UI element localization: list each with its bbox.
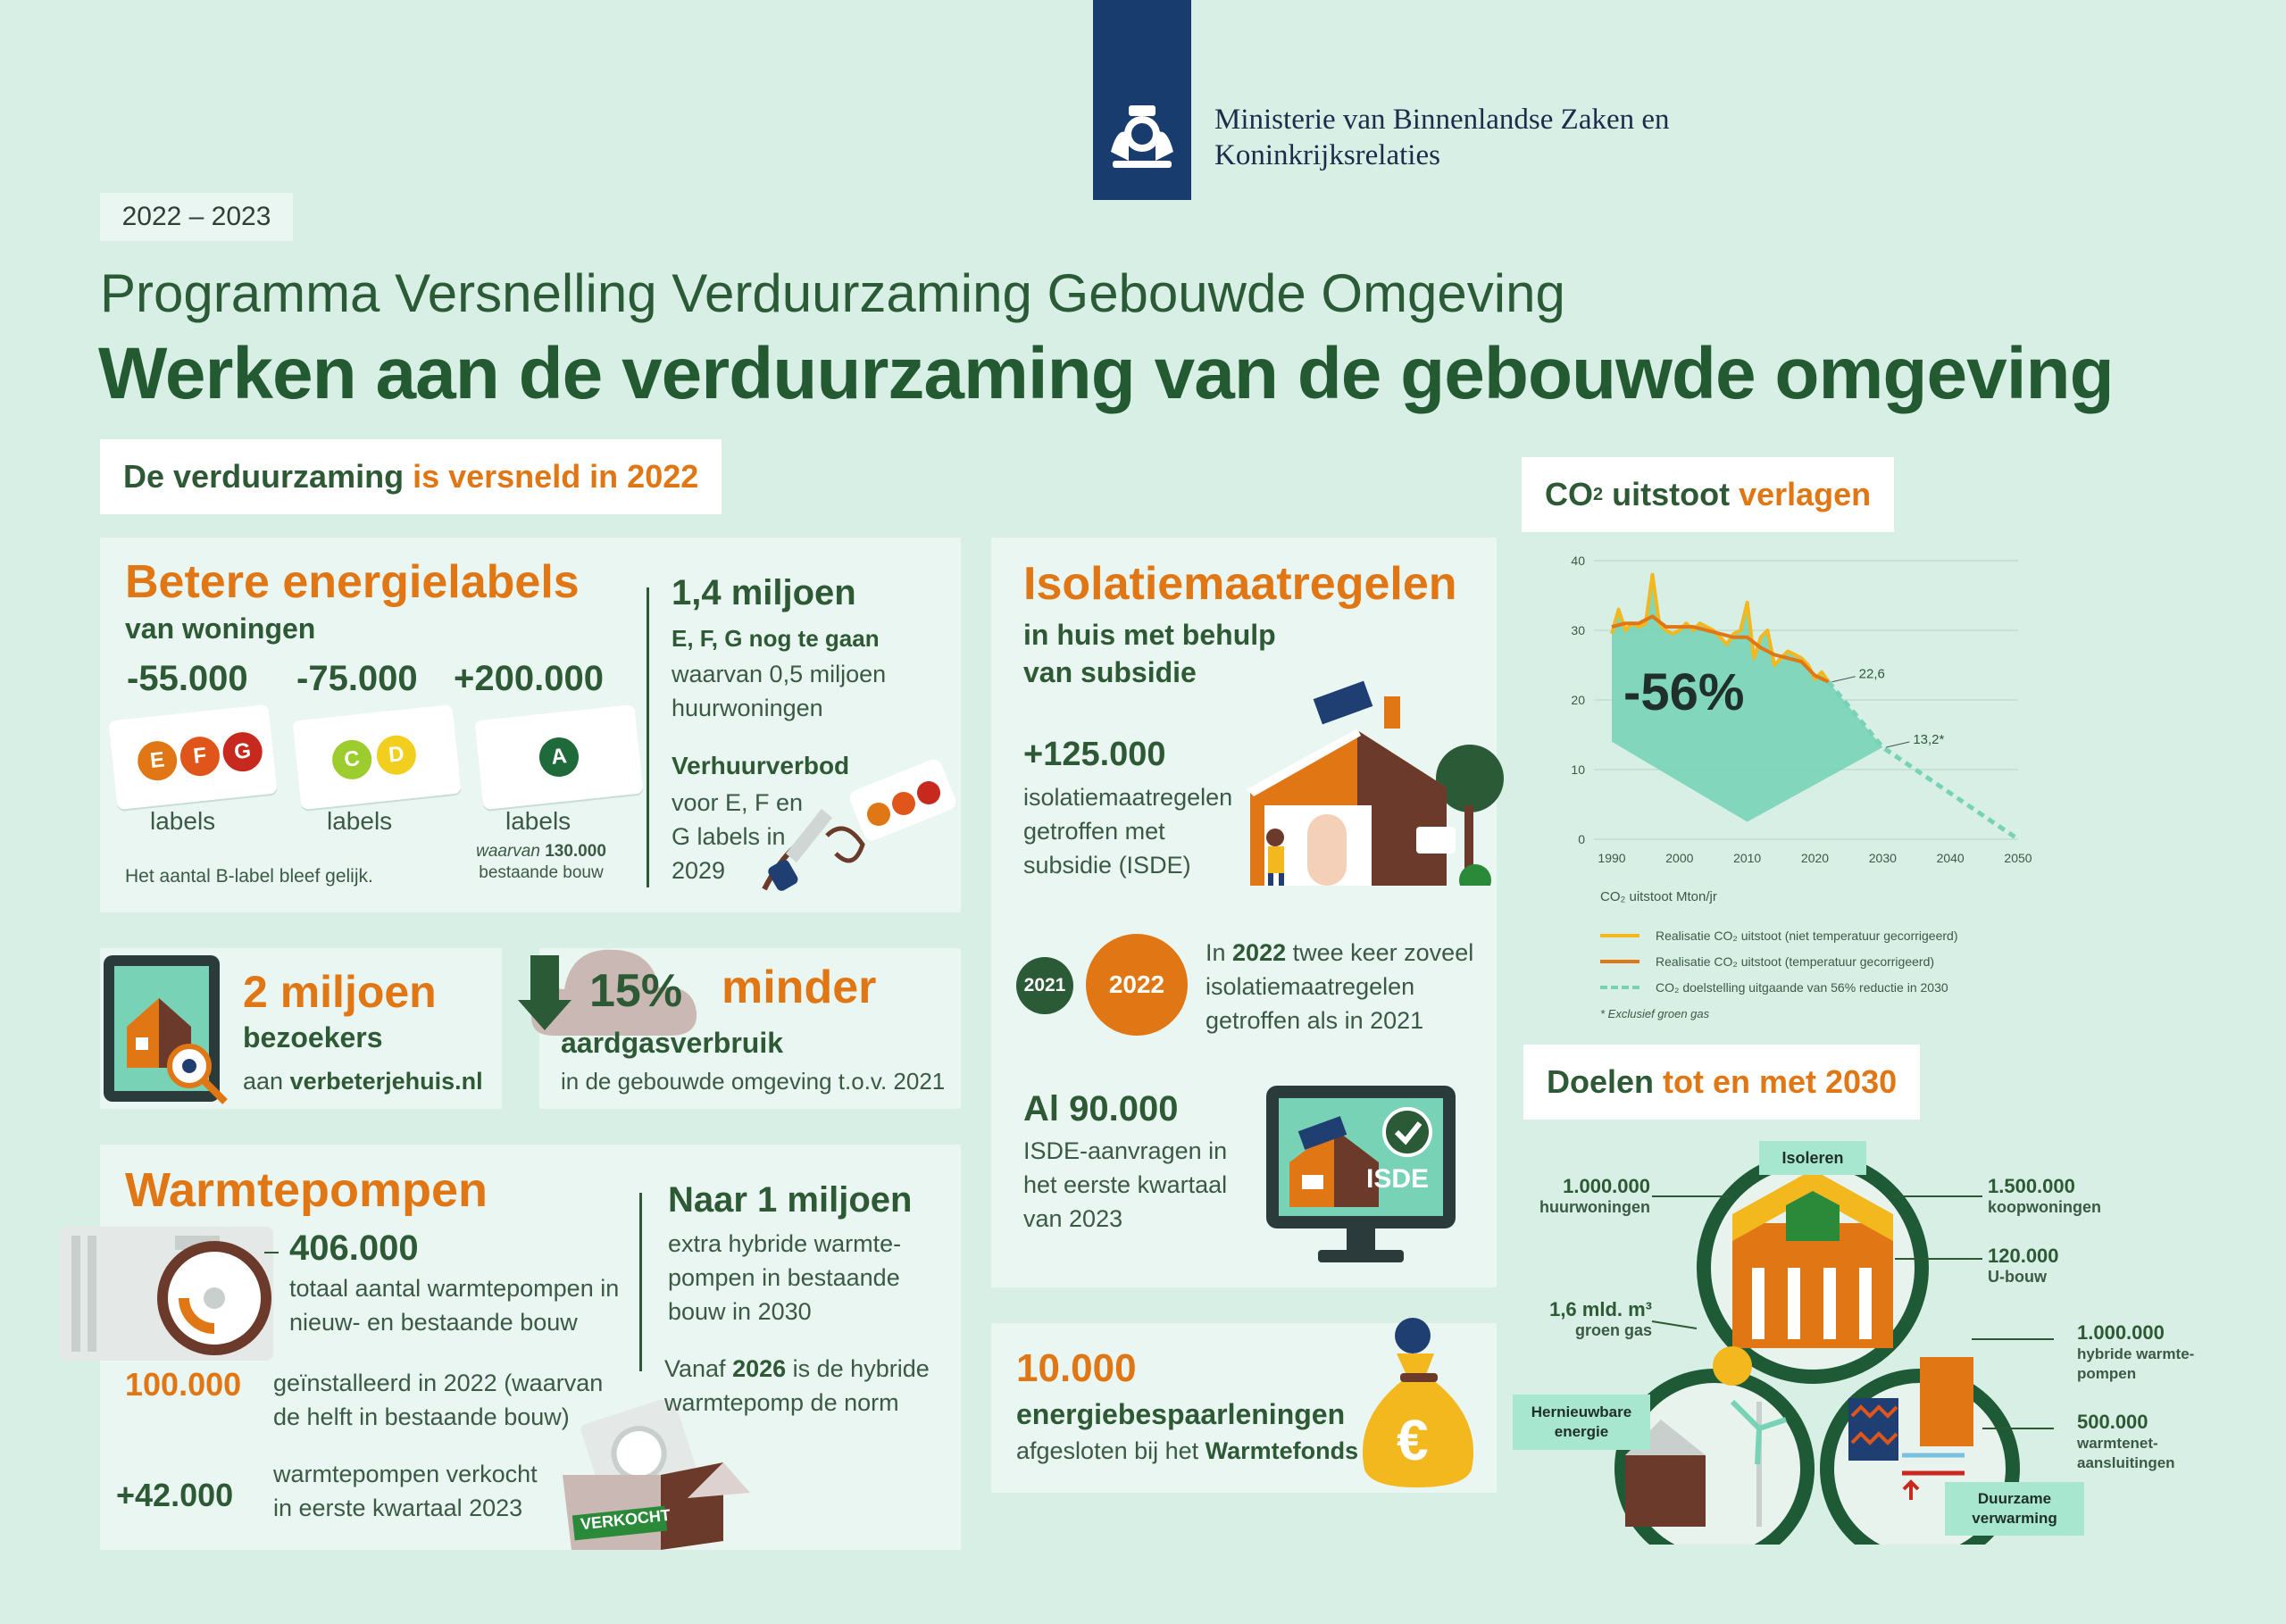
heatpumps-connector bbox=[264, 1252, 279, 1253]
loans-fund: Warmtefonds bbox=[1205, 1437, 1359, 1464]
goal-own-value: 1.500.000 bbox=[1988, 1175, 2075, 1197]
tablet-house-icon bbox=[100, 952, 234, 1109]
heatpumps-panel bbox=[100, 1145, 961, 1550]
compare-prefix: In bbox=[1206, 939, 1233, 966]
loans-text-prefix: afgesloten bij het bbox=[1016, 1437, 1206, 1464]
heatpumps-total-value: 406.000 bbox=[289, 1228, 419, 1268]
heatpumps-sold-text: warmtepompen verkocht in eerste kwartaal 2023 bbox=[273, 1461, 538, 1521]
goal-rent-value: 1.000.000 bbox=[1563, 1175, 1650, 1197]
logo-bar bbox=[1093, 0, 1191, 200]
million-text: waarvan 0,5 miljoen huurwoningen bbox=[672, 661, 887, 721]
currency-symbol: € bbox=[1397, 1408, 1429, 1472]
saw-tags-icon bbox=[747, 755, 961, 905]
legend-swatch-raw bbox=[1600, 934, 1639, 937]
million-sub: E, F, G nog te gaan bbox=[672, 625, 880, 652]
renewable-line-2: energie bbox=[1554, 1423, 1609, 1440]
ministry-line-2: Koninkrijksrelaties bbox=[1214, 139, 1440, 171]
goal-u-label: U-bouw bbox=[1988, 1268, 2047, 1286]
goal-hp-label: hybride warmte-pompen bbox=[2077, 1345, 2195, 1382]
dot-d: D bbox=[375, 734, 418, 777]
annotation-label: 22,6 bbox=[1858, 666, 1885, 682]
renewable-line-1: Hernieuwbare bbox=[1531, 1403, 1632, 1420]
x-tick-label: 2020 bbox=[1800, 851, 1830, 865]
label-a-caption: labels bbox=[505, 807, 572, 835]
x-tick-label: 2010 bbox=[1733, 851, 1762, 865]
insulated-house-icon bbox=[1241, 680, 1509, 886]
goal-hp bbox=[2077, 1321, 2220, 1384]
legend-swatch-corrected bbox=[1600, 960, 1639, 963]
label-cd-value: -75.000 bbox=[296, 659, 418, 698]
heatpumps-installed-value: 100.000 bbox=[125, 1366, 242, 1403]
million-value: 1,4 miljoen bbox=[672, 573, 856, 612]
x-tick-label: 2000 bbox=[1665, 851, 1694, 865]
x-tick-label: 2050 bbox=[2004, 851, 2032, 865]
year-2021-text: 2021 bbox=[1023, 975, 1066, 995]
versneld-part1: De verduurzaming bbox=[123, 458, 413, 495]
insulation-value: +125.000 bbox=[1023, 736, 1166, 773]
coat-of-arms-icon bbox=[1093, 0, 1191, 200]
loans-text bbox=[1016, 1434, 1358, 1468]
isde-text: ISDE-aanvragen in het eerste kwartaal van 2023 bbox=[1023, 1137, 1228, 1232]
loans-panel bbox=[991, 1323, 1497, 1493]
co2-reduction-label: -56% bbox=[1623, 663, 1745, 721]
gas-percent: 15% bbox=[589, 965, 683, 1017]
goal-own bbox=[1988, 1175, 2101, 1217]
verbod-text: voor E, F en G labels in 2029 bbox=[672, 789, 804, 884]
label-efg-caption: labels bbox=[150, 807, 216, 835]
label-a-note bbox=[470, 841, 613, 884]
annotation-label: 13,2* bbox=[1913, 732, 1945, 748]
x-tick-label: 2030 bbox=[1868, 851, 1897, 865]
labels-title: Betere energielabels bbox=[125, 556, 580, 608]
a-note-suffix: bestaande bouw bbox=[479, 863, 604, 882]
insulation-text: isolatiemaatregelen getroffen met subsidie (ISDE) bbox=[1023, 784, 1233, 879]
loans-label: energiebespaarleningen bbox=[1016, 1398, 1346, 1430]
legend-raw bbox=[1600, 923, 1957, 949]
period-badge bbox=[100, 193, 293, 241]
x-tick-label: 1990 bbox=[1598, 851, 1626, 865]
heatpumps-goal-title: Naar 1 miljoen bbox=[668, 1180, 913, 1220]
label-cd-caption: labels bbox=[327, 807, 393, 835]
tag-a bbox=[474, 704, 643, 810]
goal-gas-label: groen gas bbox=[1574, 1321, 1652, 1339]
x-tick-label: 2040 bbox=[1936, 851, 1965, 865]
goal-gas-value: 1,6 mld. m³ bbox=[1549, 1298, 1652, 1320]
compare-text: twee keer zoveel isolatiemaatregelen getroffen als in 2021 bbox=[1206, 939, 1481, 1034]
heatpumps-norm bbox=[664, 1352, 937, 1420]
y-tick-label: 10 bbox=[1571, 762, 1585, 777]
energy-labels-panel bbox=[100, 537, 961, 912]
legend-raw-text: Realisatie CO₂ uitstoot (niet temperatuur gecorrigeerd) bbox=[1656, 929, 1958, 943]
dot-c: C bbox=[330, 738, 373, 781]
y-tick-label: 0 bbox=[1578, 832, 1585, 846]
insulation-title: Isolatiemaatregelen bbox=[1023, 558, 1457, 610]
annotation-leader bbox=[1886, 742, 1909, 747]
co2-legend bbox=[1600, 923, 1957, 1027]
insulation-subtitle: in huis met behulp van subsidie bbox=[1023, 619, 1276, 688]
labels-subtitle: van woningen bbox=[125, 612, 316, 645]
goals-title-part2: tot en met 2030 bbox=[1663, 1063, 1898, 1100]
norm-year: 2026 bbox=[732, 1355, 787, 1382]
year-2021-badge bbox=[1016, 957, 1073, 1014]
isoleren-tag: Isoleren bbox=[1759, 1141, 1866, 1175]
period-text: 2022 – 2023 bbox=[121, 202, 271, 231]
visitors-prefix: aan bbox=[243, 1068, 290, 1095]
ministry-line-1: Ministerie van Binnenlandse Zaken en bbox=[1214, 104, 1670, 136]
co2-title-part2: uitstoot bbox=[1603, 476, 1740, 512]
gas-panel bbox=[539, 948, 961, 1109]
co2-title-part1: CO bbox=[1545, 476, 1593, 512]
heatpump-unit-icon bbox=[59, 1227, 273, 1366]
goals-label bbox=[1523, 1045, 1920, 1120]
co2-label bbox=[1522, 457, 1894, 532]
goal-hp-value: 1.000.000 bbox=[2077, 1321, 2165, 1344]
gas-label: aardgasverbruik bbox=[561, 1027, 784, 1059]
visitors-site: verbeterjehuis.nl bbox=[289, 1068, 483, 1095]
y-tick-label: 20 bbox=[1571, 693, 1585, 707]
goal-net-label: warmtenet-aansluitingen bbox=[2077, 1435, 2175, 1471]
goal-rent-label: huurwoningen bbox=[1539, 1198, 1650, 1216]
goal-rent bbox=[1529, 1175, 1650, 1217]
visitors-value: 2 miljoen bbox=[243, 967, 437, 1017]
label-a-value: +200.000 bbox=[454, 659, 604, 698]
heatpumps-sold-value: +42.000 bbox=[116, 1477, 234, 1513]
co2-unit-label: CO₂ uitstoot Mton/jr bbox=[1600, 889, 1717, 904]
norm-suffix: is de hybride warmtepomp de norm bbox=[664, 1355, 937, 1416]
heating-line-2: verwarming bbox=[1972, 1510, 2057, 1527]
monitor-isde-icon bbox=[1263, 1082, 1459, 1270]
insulation-panel bbox=[991, 537, 1497, 1287]
goal-net-value: 500.000 bbox=[2077, 1411, 2148, 1433]
co2-title-part3: verlagen bbox=[1739, 476, 1872, 512]
tag-efg bbox=[108, 704, 277, 810]
loans-value: 10.000 bbox=[1016, 1346, 1137, 1390]
tag-cd bbox=[292, 704, 461, 810]
versneld-part2: is versneld in 2022 bbox=[413, 458, 699, 495]
annotation-leader bbox=[1832, 677, 1856, 682]
legend-target bbox=[1600, 975, 1957, 1001]
gas-word: minder bbox=[722, 962, 877, 1013]
isde-badge: ISDE bbox=[1366, 1164, 1430, 1194]
isde-value: Al 90.000 bbox=[1023, 1089, 1179, 1128]
renewable-tag bbox=[1513, 1395, 1650, 1450]
ministry-name bbox=[1214, 102, 1670, 173]
sold-badge: VERKOCHT bbox=[580, 1505, 672, 1534]
a-note-prefix: waarvan bbox=[476, 842, 546, 861]
goal-own-label: koopwoningen bbox=[1988, 1198, 2101, 1216]
year-2022-badge bbox=[1086, 934, 1188, 1036]
visitors-site-line bbox=[243, 1064, 483, 1098]
gas-text: in de gebouwde omgeving t.o.v. 2021 bbox=[561, 1068, 946, 1095]
heatpumps-divider bbox=[639, 1193, 642, 1371]
heating-tag bbox=[1945, 1482, 2084, 1536]
legend-target-text: CO₂ doelstelling uitgaande van 56% reductie in 2030 bbox=[1656, 980, 1948, 995]
legend-corrected bbox=[1600, 949, 1957, 975]
norm-prefix: Vanaf bbox=[664, 1355, 733, 1382]
goals-title-part1: Doelen bbox=[1547, 1063, 1664, 1100]
heatpumps-installed-text: geïnstalleerd in 2022 (waarvan de helft in bestaande bouw) bbox=[273, 1370, 604, 1430]
dot-e: E bbox=[136, 739, 179, 782]
dot-g: G bbox=[221, 730, 264, 773]
heatpumps-goal-text: extra hybride warmte-pompen in bestaande bouw in 2030 bbox=[668, 1230, 902, 1325]
legend-swatch-target bbox=[1600, 986, 1639, 989]
heating-line-1: Duurzame bbox=[1977, 1490, 2052, 1507]
label-efg-value: -55.000 bbox=[127, 659, 248, 698]
co2-chart bbox=[1518, 545, 2036, 866]
verbod-title: Verhuurverbod bbox=[672, 752, 850, 779]
legend-corrected-text: Realisatie CO₂ uitstoot (temperatuur gecorrigeerd) bbox=[1656, 954, 1935, 969]
heatpumps-title: Warmtepompen bbox=[125, 1163, 488, 1217]
co2-title-sub: 2 bbox=[1593, 484, 1604, 504]
goal-u-value: 120.000 bbox=[1988, 1245, 2059, 1267]
a-note-value: 130.000 bbox=[545, 842, 606, 861]
year-2022-text: 2022 bbox=[1108, 970, 1165, 998]
co2-footnote: * Exclusief groen gas bbox=[1600, 1007, 1710, 1020]
y-tick-label: 30 bbox=[1571, 623, 1585, 637]
dot-a: A bbox=[538, 736, 580, 779]
dot-f: F bbox=[179, 735, 221, 778]
visitors-panel bbox=[100, 948, 502, 1109]
labels-divider bbox=[647, 587, 649, 887]
heatpumps-total-text: totaal aantal warmtepompen in nieuw- en bestaande bouw bbox=[289, 1275, 620, 1336]
b-label-note: Het aantal B-label bleef gelijk. bbox=[125, 866, 373, 887]
insulation-compare bbox=[1206, 936, 1482, 1037]
goal-gas bbox=[1518, 1298, 1652, 1340]
goal-net bbox=[2077, 1411, 2220, 1473]
goal-u bbox=[1988, 1245, 2059, 1287]
visitors-label: bezoekers bbox=[243, 1021, 383, 1054]
section-label-versneld bbox=[100, 439, 722, 514]
page-title: Werken aan de verduurzaming van de gebouwde omgeving bbox=[98, 333, 2114, 414]
y-tick-label: 40 bbox=[1571, 554, 1585, 568]
compare-year: 2022 bbox=[1232, 939, 1287, 966]
program-title: Programma Versnelling Verduurzaming Gebouwde Omgeving bbox=[100, 263, 1565, 323]
